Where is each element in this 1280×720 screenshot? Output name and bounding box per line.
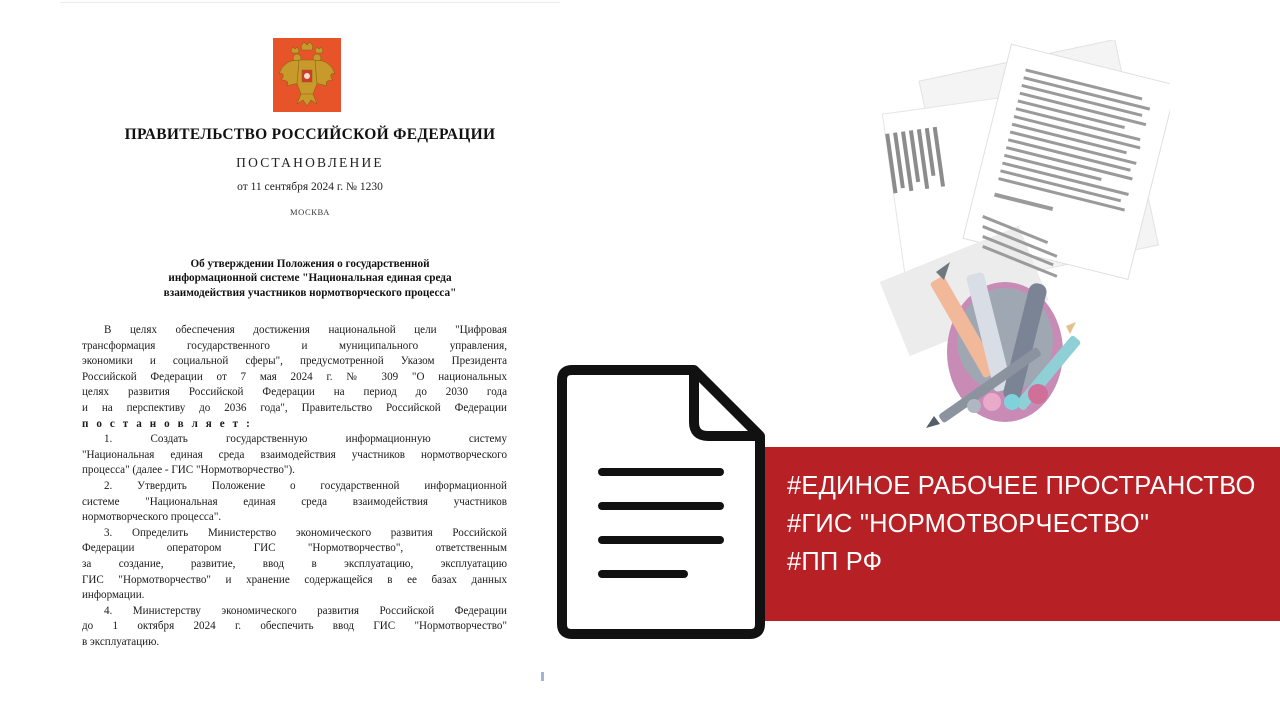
body-line: и на перспективу до 2036 года", Правительство Российской Федерации bbox=[82, 401, 507, 414]
subject-line: Об утверждении Положения о государственной bbox=[190, 258, 430, 270]
document-city: МОСКВА bbox=[289, 207, 330, 217]
body-line: "Национальная единая среда взаимодействия участников нормотворческого bbox=[82, 448, 507, 461]
hashtag-banner bbox=[740, 447, 1280, 621]
hashtag: #ГИС "НОРМОТВОРЧЕСТВО" bbox=[787, 510, 1150, 538]
body-line: 2. Утвердить Положение о государственной информационной bbox=[104, 479, 507, 492]
body-line: Федерации оператором ГИС "Нормотворчество", ответственным bbox=[82, 542, 507, 555]
decree-word: п о с т а н о в л я е т : bbox=[82, 417, 253, 430]
body-line: 4. Министерству экономического развития Российской Федерации bbox=[104, 604, 507, 617]
body-line: трансформация государственного и муниципального управления, bbox=[82, 339, 507, 352]
body-line: 1. Создать государственную информационную систему bbox=[104, 433, 507, 446]
body-line: информации. bbox=[82, 589, 145, 602]
government-decree-document bbox=[60, 0, 560, 720]
item-3-paragraph bbox=[82, 526, 507, 604]
document-body bbox=[82, 323, 507, 650]
item-2-paragraph bbox=[82, 479, 507, 526]
item-4-paragraph bbox=[82, 604, 507, 651]
body-line: процесса" (далее - ГИС "Нормотворчество"). bbox=[82, 464, 295, 477]
body-line: целях развития Российской Федерации на период до 2030 года bbox=[82, 386, 507, 399]
body-line: Российской Федерации от 7 мая 2024 г. № 309 "О национальных bbox=[82, 370, 507, 383]
body-line: системе "Национальная единая среда взаимодействия участников bbox=[82, 495, 507, 508]
item-1-paragraph bbox=[82, 432, 507, 479]
body-line: В целях обеспечения достижения национальной цели "Цифровая bbox=[104, 324, 507, 336]
document-file-icon bbox=[556, 362, 768, 640]
document-top-border bbox=[60, 2, 560, 3]
hashtag: #ЕДИНОЕ РАБОЧЕЕ ПРОСТРАНСТВО bbox=[787, 472, 1256, 500]
banner-hashtags bbox=[787, 467, 1256, 581]
russian-coat-of-arms-icon bbox=[273, 38, 341, 112]
body-line: нормотворческого процесса". bbox=[82, 511, 222, 524]
body-line: до 1 октября 2024 г. обеспечить ввод ГИС "Нормотворчество" bbox=[82, 620, 507, 633]
document-date-number: от 11 сентября 2024 г. № 1230 bbox=[237, 181, 383, 193]
intro-paragraph bbox=[82, 323, 507, 432]
hashtag: #ПП РФ bbox=[787, 548, 883, 576]
page-marker bbox=[541, 672, 544, 681]
body-line: 3. Определить Министерство экономического развития Российской bbox=[104, 526, 507, 539]
document-issuer-title: ПРАВИТЕЛЬСТВО РОССИЙСКОЙ ФЕДЕРАЦИИ bbox=[124, 126, 496, 143]
body-line: за создание, развитие, ввод в эксплуатацию, эксплуатацию bbox=[82, 557, 507, 570]
document-type: ПОСТАНОВЛЕНИЕ bbox=[236, 155, 384, 170]
body-line: ГИС "Нормотворчество" и хранение содержащейся в ее базах данных bbox=[82, 573, 507, 586]
subject-line: взаимодействия участников нормотворческого процесса" bbox=[163, 286, 457, 299]
subject-line: информационной системе "Национальная единая среда bbox=[168, 272, 452, 285]
body-line: экономики и социальной сферы", предусмотренной Указом Президента bbox=[82, 355, 507, 368]
document-subject bbox=[120, 257, 500, 300]
papers-and-pencil-cup-icon bbox=[870, 40, 1170, 440]
body-line: в эксплуатацию. bbox=[82, 635, 160, 648]
